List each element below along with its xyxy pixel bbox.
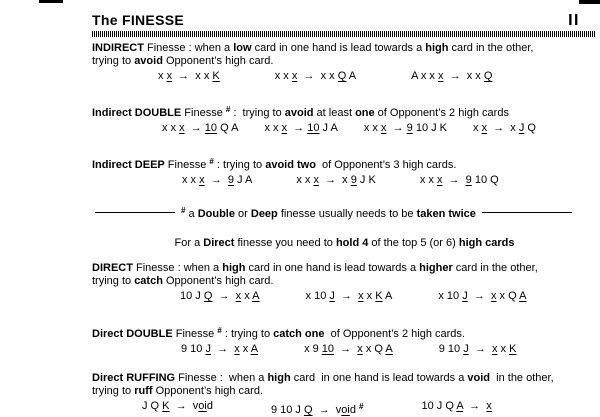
section-direct-finesse <box>92 262 597 306</box>
section-heading: INDIRECT Finesse : when a low card in one hand is lead towards a high card in the other, <box>92 42 534 54</box>
page-title: The FINESSE <box>92 12 184 28</box>
section-indirect-double-finesse <box>92 103 597 138</box>
example-row <box>142 400 597 416</box>
example: x x x → 10 Q A <box>162 122 239 134</box>
window-artifact-left <box>39 0 63 3</box>
example: 9 10 J → x x A <box>181 343 259 355</box>
example: 10 J Q A → x <box>421 400 492 412</box>
example-row <box>180 290 597 306</box>
section-heading: DIRECT Finesse : when a high card in one hand is lead towards a higher card in the other, <box>92 262 538 274</box>
example: x x x → x 9 J K <box>296 174 376 186</box>
footnote-rule-right <box>482 212 572 213</box>
section-heading: Direct DOUBLE Finesse # : trying to catch one of Opponent’s 2 high cards. <box>92 326 465 340</box>
example: x x → x J Q <box>473 122 536 134</box>
section-heading: Indirect DOUBLE Finesse # : trying to avoid at least one of Opponent’s 2 high cards <box>92 105 509 119</box>
footnote-rule-left <box>95 212 175 213</box>
section-heading: Indirect DEEP Finesse # : trying to avoid two of Opponent’s 3 high cards. <box>92 157 457 171</box>
section-heading-line2: trying to avoid Opponent’s high card. <box>92 55 274 67</box>
example: x x x → x x Q A <box>274 70 357 82</box>
section-heading-line2: trying to catch Opponent’s high card. <box>92 275 274 287</box>
section-direct-ruffing-finesse <box>92 372 597 416</box>
window-artifact-right <box>579 0 600 4</box>
section-indirect-deep-finesse <box>92 155 597 190</box>
example: x x x → 9 10 Q <box>419 174 499 186</box>
section-heading: Direct RUFFING Finesse : when a high card in one hand is lead towards a void in the other, <box>92 372 554 384</box>
section-indirect-finesse <box>92 42 597 86</box>
example: J Q K → void <box>142 400 213 412</box>
example: x 10 J → x x K A <box>305 290 393 302</box>
page-number: II <box>568 12 580 29</box>
example: 9 10 J Q → void # <box>270 402 364 416</box>
direct-finesse-note: For a Direct finesse you need to hold 4 of the top 5 (or 6) high cards <box>174 237 515 249</box>
document-body <box>92 42 597 416</box>
example-row <box>162 122 597 138</box>
example: x 9 10 → x x Q A <box>304 343 393 355</box>
example: x 10 J → x x Q A <box>438 290 527 302</box>
example-row <box>158 70 597 86</box>
title-divider-hatch <box>92 31 596 37</box>
example: x x → x x K <box>158 70 220 82</box>
example: x x x → 9 10 J K <box>363 122 448 134</box>
example: 9 10 J → x x K <box>438 343 517 355</box>
section-direct-double-finesse <box>92 324 597 359</box>
section-heading-line2: trying to ruff Opponent’s high card. <box>92 385 263 397</box>
footnote-divider <box>95 204 597 221</box>
page-header <box>92 12 596 29</box>
example: 10 J Q → x x A <box>180 290 260 302</box>
example: x x x → 10 J A <box>264 122 338 134</box>
footnote-text: # a Double or Deep finesse usually needs to be taken twice <box>181 206 476 220</box>
example-row <box>182 174 597 190</box>
example: x x x → 9 J A <box>182 174 253 186</box>
example: A x x x → x x Q <box>411 70 493 82</box>
example-row <box>181 343 597 359</box>
